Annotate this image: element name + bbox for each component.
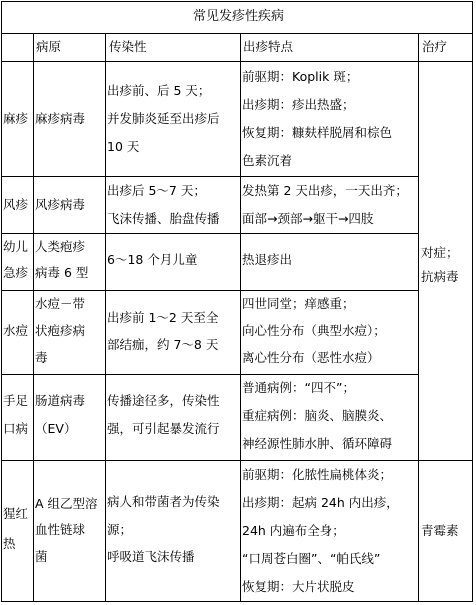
border-right	[472, 1, 473, 602]
table-title: 常见发疹性疾病	[193, 9, 285, 24]
header-treatment: 治疗	[422, 39, 448, 54]
transmission-text: 飞沫传播、胎盘传播	[107, 211, 220, 226]
transmission-text: 10 天	[107, 139, 140, 154]
transmission-text: 出疹前、后 5 天；	[107, 83, 211, 98]
transmission-text: 部结痂，约 7～8 天	[107, 337, 219, 352]
disease-name: 急疹	[3, 265, 29, 280]
rash-text: 四世同堂；痒感重；	[242, 296, 355, 311]
treatment-text: 对症；	[421, 245, 459, 260]
pathogen-text: 风疹病毒	[35, 197, 86, 212]
rash-text: 离心性分布（恶性水痘）	[242, 350, 380, 365]
treatment-text: 青霉素	[421, 523, 459, 538]
row-divider-2	[1, 233, 418, 234]
pathogen-text: 病毒 6 型	[35, 265, 89, 280]
rash-text: 面部→颈部→躯干→四肢	[242, 211, 374, 226]
row-divider-1	[1, 176, 418, 177]
transmission-text: 呼吸道飞沫传播	[107, 549, 195, 564]
rash-diseases-table	[1, 1, 473, 602]
transmission-text: 出疹前 1～2 天至全	[107, 310, 219, 325]
pathogen-text: 血性链球	[35, 522, 86, 537]
transmission-text: 并发肺炎延至出疹后	[107, 111, 220, 126]
border-bottom	[1, 601, 473, 602]
pathogen-text: A 组乙型溶	[35, 496, 98, 511]
treatment-text: 抗病毒	[421, 269, 459, 284]
transmission-text: 传播途径多，传染性	[107, 393, 220, 408]
rash-text: 出疹期：起病 24h 内出疹，	[242, 495, 399, 510]
pathogen-text: （EV）	[35, 421, 77, 436]
row-divider-4	[1, 374, 418, 375]
col-divider-4	[418, 33, 419, 602]
border-top	[1, 1, 473, 2]
disease-name: 手足	[3, 393, 29, 408]
disease-name: 热	[3, 536, 16, 551]
col-divider-3	[240, 33, 241, 602]
pathogen-text: 麻疹病毒	[35, 111, 86, 126]
header-transmission: 传染性	[109, 39, 147, 54]
pathogen-text: 毒	[35, 350, 48, 365]
transmission-text: 出疹后 5～7 天；	[107, 183, 206, 198]
border-left	[1, 1, 2, 602]
rash-text: 热退疹出	[242, 252, 293, 267]
disease-name: 幼儿	[3, 239, 29, 254]
transmission-text: 强，可引起暴发流行	[107, 421, 220, 436]
disease-name: 风疹	[3, 197, 29, 212]
pathogen-text: 状疱疹病	[35, 323, 86, 338]
disease-name: 口病	[3, 421, 29, 436]
col-divider-1	[33, 33, 34, 602]
row-divider-5	[1, 460, 473, 461]
disease-name: 麻疹	[3, 111, 29, 126]
rash-text: 重症病例：脑炎、脑膜炎、	[242, 408, 393, 423]
rash-text: 前驱期：Koplik 斑；	[242, 69, 359, 84]
rash-text: 24h 内遍布全身；	[242, 523, 345, 538]
pathogen-text: 肠道病毒	[35, 393, 86, 408]
disease-name: 水痘	[3, 323, 29, 338]
pathogen-text: 人类疱疹	[35, 239, 86, 254]
rash-text: 发热第 2 天出疹，一天出齐；	[242, 183, 408, 198]
title-divider	[1, 33, 473, 34]
disease-name: 猩红	[3, 506, 29, 521]
transmission-text: 源；	[107, 522, 133, 537]
rash-text: 色素沉着	[242, 153, 293, 168]
transmission-text: 病人和带菌者为传染	[107, 494, 220, 509]
rash-text: 普通病例：“四不”；	[242, 380, 355, 395]
header-rash: 出疹特点	[243, 39, 294, 54]
rash-text: 向心性分布（典型水痘）；	[242, 323, 386, 338]
col-divider-2	[105, 33, 106, 602]
pathogen-text: 水痘－带	[35, 296, 86, 311]
pathogen-text: 菌	[35, 549, 48, 564]
header-divider	[1, 61, 473, 62]
rash-text: 恢复期：糠麸样脱屑和棕色	[242, 125, 393, 140]
rash-text: 恢复期：大片状脱皮	[242, 579, 355, 594]
rash-text: “口周苍白圈”、“帕氏线”	[242, 551, 381, 566]
header-pathogen: 病原	[36, 39, 62, 54]
rash-text: 神经源性肺水肿、循环障碍	[242, 436, 393, 451]
row-divider-3	[1, 290, 418, 291]
transmission-text: 6～18 个月儿童	[107, 252, 198, 267]
rash-text: 前驱期：化脓性扁桃体炎；	[242, 467, 393, 482]
rash-text: 出疹期：疹出热盛；	[242, 97, 355, 112]
